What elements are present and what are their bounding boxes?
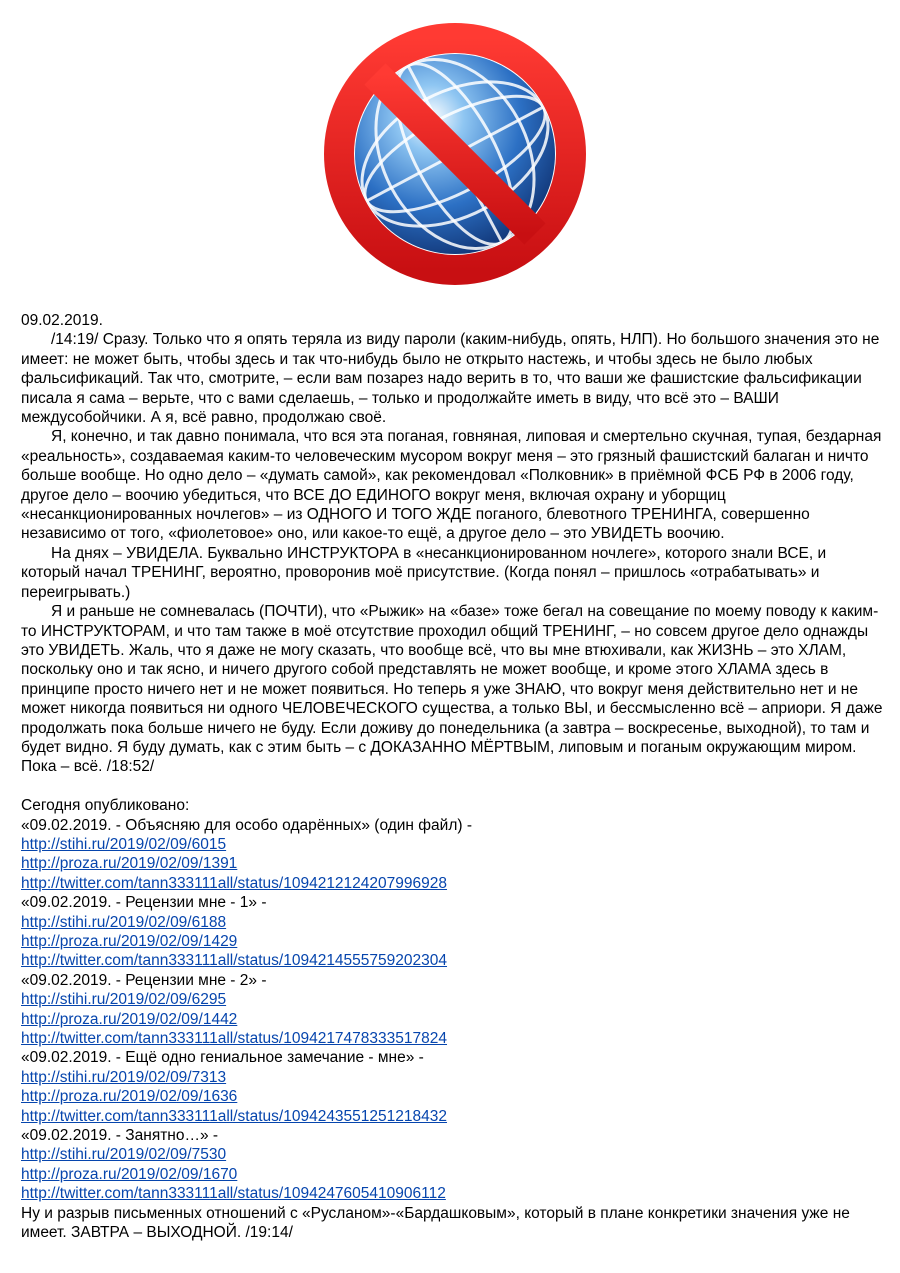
publication-link[interactable]: http://proza.ru/2019/02/09/1429: [21, 932, 238, 950]
paragraph: /14:19/ Сразу. Только что я опять теряла из виду пароли (каким-нибудь, опять, НЛП). Но большого значения это не имеет: не может быть, чтобы здесь и так что-нибудь было не открыто настежь, и чтобы здесь не было любых фальсификаций. Так что, смотрите, – если вам позарез надо верить в то, что ваши же фашистские фальсификации писала я сама – верьте, что с вами сделаешь, – только и продолжайте иметь в виду, что всё это – ВАШИ междусобойчики. А я, всё равно, продолжаю своё.: [21, 331, 880, 427]
publication-link[interactable]: http://stihi.ru/2019/02/09/7313: [21, 1068, 227, 1086]
closing-paragraph: Ну и разрыв письменных отношений с «Русланом»-«Бардашковым», который в плане конкретики значения уже не имеет. ЗАВТРА – ВЫХОДНОЙ. /19:14/: [21, 1204, 850, 1242]
publication-link[interactable]: http://twitter.com/tann333111all/status/1094212124207996928: [21, 874, 448, 892]
publication-title: «09.02.2019. - Рецензии мне - 1» -: [21, 894, 267, 912]
publication-item: [21, 1126, 883, 1204]
publication-item: [21, 816, 883, 894]
publication-item: [21, 893, 883, 971]
publication-link[interactable]: http://stihi.ru/2019/02/09/7530: [21, 1146, 227, 1164]
document-body: [21, 311, 883, 1242]
paragraph: Я, конечно, и так давно понимала, что вся эта поганая, говняная, липовая и смертельно скучная, тупая, бездарная «реальность», создаваемая каким-то человеческим мусором вокруг меня – это грязный фашистский балаган и ничто больше вообще. Но одно дело – «думать самой», как рекомендовал «Полковник» в приёмной ФСБ РФ в 2006 году, другое дело – воочию убедиться, что ВСЕ ДО ЕДИНОГО вокруг меня, включая охрану и уборщиц «несанкционированных ночлегов» – из ОДНОГО И ТОГО ЖДЕ поганого, блевотного ТРЕНИНГА, совершенно независимо от того, «фиолетовое» оно, или какое-то ещё, а другое дело – это УВИДЕТЬ воочию.: [21, 428, 882, 543]
publication-title: «09.02.2019. - Рецензии мне - 2» -: [21, 971, 267, 989]
publication-link[interactable]: http://stihi.ru/2019/02/09/6188: [21, 913, 227, 931]
publication-link[interactable]: http://twitter.com/tann333111all/status/1094217478333517824: [21, 1030, 448, 1048]
entry-date: 09.02.2019.: [21, 312, 103, 329]
no-internet-icon: [319, 18, 591, 290]
paragraph: Я и раньше не сомневалась (ПОЧТИ), что «Рыжик» на «базе» тоже бегал на совещание по моему поводу к каким-то ИНСТРУКТОРАМ, и что там также в моё отсутствие проходил общий ТРЕНИНГ, – но совсем другое дело однажды это УВИДЕТЬ. Жаль, что я даже не могу сказать, что вообще всё, что вы мне втюхивали, как ЖИЗНЬ – это ХЛАМ, поскольку оно и так ясно, и ничего другого собой представлять не может вообще, и кроме этого ХЛАМА здесь в принципе просто ничего нет и не может появиться. Но теперь я уже ЗНАЮ, что вокруг меня действительно нет и не может никогда появиться ни одного ЧЕЛОВЕЧЕСКОГО существа, а только ВЫ, и бессмысленно всё – априори. Я даже продолжать пока больше ничего не буду. Если доживу до понедельника (а завтра – воскресенье, выходной), то там и будет видно. Я буду думать, как с этим быть – с ДОКАЗАННО МЁРТВЫМ, липовым и поганым окружающим миром. Пока – всё. /18:52/: [21, 603, 883, 776]
publication-link[interactable]: http://twitter.com/tann333111all/status/1094214555759202304: [21, 952, 448, 970]
publication-link[interactable]: http://proza.ru/2019/02/09/1391: [21, 855, 238, 873]
publication-title: «09.02.2019. - Занятно…» -: [21, 1127, 219, 1145]
paragraph: На днях – УВИДЕЛА. Буквально ИНСТРУКТОРА в «несанкционированном ночлеге», которого знали ВСЕ, и который начал ТРЕНИНГ, вероятно, проворонив моё присутствие. (Когда понял – пришлось «отрабатывать» и переигрывать.): [21, 544, 827, 601]
publication-link[interactable]: http://twitter.com/tann333111all/status/1094243551251218432: [21, 1107, 448, 1125]
publication-link[interactable]: http://stihi.ru/2019/02/09/6015: [21, 835, 227, 853]
publication-title: «09.02.2019. - Объясняю для особо одарённых» (один файл) -: [21, 816, 473, 834]
publication-link[interactable]: http://proza.ru/2019/02/09/1442: [21, 1010, 238, 1028]
publication-item: [21, 971, 883, 1049]
published-header: Сегодня опубликовано:: [21, 797, 190, 815]
publication-title: «09.02.2019. - Ещё одно гениальное замечание - мне» -: [21, 1049, 424, 1067]
publication-item: [21, 1048, 883, 1126]
publication-link[interactable]: http://proza.ru/2019/02/09/1636: [21, 1088, 238, 1106]
publication-link[interactable]: http://proza.ru/2019/02/09/1670: [21, 1165, 238, 1183]
publication-link[interactable]: http://stihi.ru/2019/02/09/6295: [21, 991, 227, 1009]
publication-link[interactable]: http://twitter.com/tann333111all/status/1094247605410906112: [21, 1185, 446, 1203]
